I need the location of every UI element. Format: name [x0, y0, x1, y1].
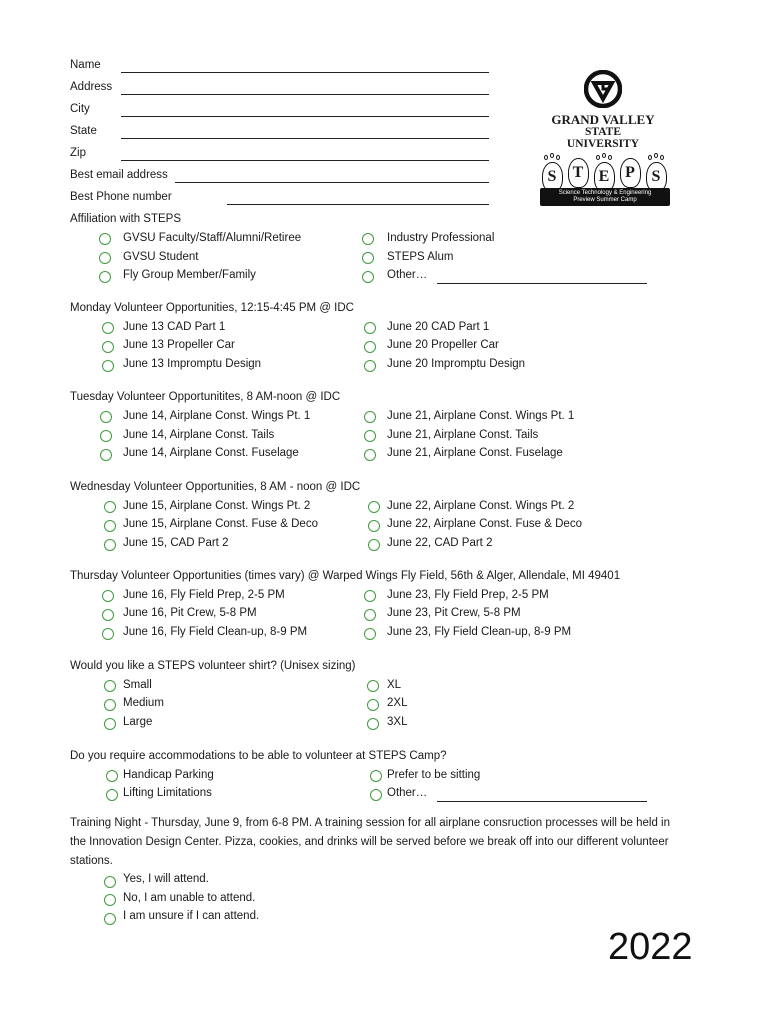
radio-circle-icon[interactable]: [102, 360, 114, 372]
option-label: June 15, CAD Part 2: [123, 537, 229, 549]
radio-circle-icon[interactable]: [370, 770, 382, 782]
steps-letter: P: [625, 164, 635, 181]
option-label: June 14, Airplane Const. Wings Pt. 1: [123, 410, 311, 422]
option-label: Large: [123, 716, 153, 728]
state-input-line[interactable]: [121, 138, 489, 139]
toe-icon: [544, 155, 548, 160]
toe-icon: [556, 155, 560, 160]
option-label: June 13 Impromptu Design: [123, 358, 262, 370]
wednesday-heading: Wednesday Volunteer Opportunities, 8 AM - noon @ IDC: [70, 481, 361, 493]
option-label: June 20 Propeller Car: [387, 339, 499, 351]
option-label: 3XL: [387, 716, 408, 728]
name-input-line[interactable]: [121, 72, 489, 73]
year-label: 2022: [608, 926, 693, 968]
steps-logo: [538, 152, 674, 214]
tuesday-heading: Tuesday Volunteer Opportunitites, 8 AM-noon @ IDC: [70, 391, 341, 403]
option-label: STEPS Alum: [387, 251, 454, 263]
option-label: XL: [387, 679, 402, 691]
accommodations-other-input-line[interactable]: [437, 801, 647, 802]
radio-circle-icon[interactable]: [362, 233, 374, 245]
option-label: June 14, Airplane Const. Fuselage: [123, 447, 299, 459]
radio-circle-icon[interactable]: [104, 539, 116, 551]
radio-circle-icon[interactable]: [102, 590, 114, 602]
option-label: June 22, CAD Part 2: [387, 537, 493, 549]
toe-icon: [654, 153, 658, 158]
option-label: June 16, Fly Field Clean-up, 8-9 PM: [123, 626, 308, 638]
option-label: June 23, Fly Field Prep, 2-5 PM: [387, 589, 549, 601]
toe-icon: [550, 153, 554, 158]
shirt-heading: Would you like a STEPS volunteer shirt? (Unisex sizing): [70, 660, 356, 672]
radio-circle-icon[interactable]: [368, 539, 380, 551]
toe-icon: [602, 153, 606, 158]
option-label: Medium: [123, 697, 164, 709]
radio-circle-icon[interactable]: [102, 628, 114, 640]
radio-circle-icon[interactable]: [362, 252, 374, 264]
gvsu-seal-icon: [584, 70, 622, 108]
field-label-email: Best email address: [70, 169, 168, 181]
radio-circle-icon[interactable]: [364, 449, 376, 461]
radio-circle-icon[interactable]: [362, 271, 374, 283]
field-label-phone: Best Phone number: [70, 191, 172, 203]
toe-icon: [608, 155, 612, 160]
steps-tagline-2: Preview Summer Camp: [573, 197, 637, 203]
radio-circle-icon[interactable]: [364, 609, 376, 621]
city-input-line[interactable]: [121, 116, 489, 117]
radio-circle-icon[interactable]: [368, 501, 380, 513]
option-label: June 21, Airplane Const. Wings Pt. 1: [387, 410, 575, 422]
radio-circle-icon[interactable]: [364, 411, 376, 423]
affiliation-other-input-line[interactable]: [437, 283, 647, 284]
option-label: No, I am unable to attend.: [123, 892, 256, 904]
radio-circle-icon[interactable]: [104, 699, 116, 711]
radio-circle-icon[interactable]: [106, 770, 118, 782]
option-label: June 13 Propeller Car: [123, 339, 235, 351]
option-label: I am unsure if I can attend.: [123, 910, 260, 922]
option-label: June 14, Airplane Const. Tails: [123, 429, 275, 441]
radio-circle-icon[interactable]: [104, 894, 116, 906]
option-label: Small: [123, 679, 152, 691]
toe-icon: [648, 155, 652, 160]
option-label: Yes, I will attend.: [123, 873, 209, 885]
toe-icon: [660, 155, 664, 160]
option-label: June 13 CAD Part 1: [123, 321, 226, 333]
radio-circle-icon[interactable]: [104, 501, 116, 513]
radio-circle-icon[interactable]: [99, 271, 111, 283]
radio-circle-icon[interactable]: [364, 590, 376, 602]
option-label: June 23, Pit Crew, 5-8 PM: [387, 607, 521, 619]
option-label: Handicap Parking: [123, 769, 214, 781]
option-label: Industry Professional: [387, 232, 495, 244]
radio-circle-icon[interactable]: [368, 520, 380, 532]
option-label: June 23, Fly Field Clean-up, 8-9 PM: [387, 626, 572, 638]
radio-circle-icon[interactable]: [102, 609, 114, 621]
option-label: June 16, Pit Crew, 5-8 PM: [123, 607, 257, 619]
option-label: June 16, Fly Field Prep, 2-5 PM: [123, 589, 285, 601]
accommodations-heading: Do you require accommodations to be able to volunteer at STEPS Camp?: [70, 750, 447, 762]
radio-circle-icon[interactable]: [104, 913, 116, 925]
zip-input-line[interactable]: [121, 160, 489, 161]
radio-circle-icon[interactable]: [100, 411, 112, 423]
option-label: Fly Group Member/Family: [123, 269, 256, 281]
radio-circle-icon[interactable]: [100, 449, 112, 461]
steps-tagline-1: Science Technology & Engineering: [558, 190, 652, 196]
radio-circle-icon[interactable]: [100, 430, 112, 442]
radio-circle-icon[interactable]: [102, 322, 114, 334]
gvsu-logo: [548, 70, 658, 150]
field-label-city: City: [70, 103, 90, 115]
radio-circle-icon[interactable]: [104, 680, 116, 692]
radio-circle-icon[interactable]: [367, 680, 379, 692]
field-label-zip: Zip: [70, 147, 86, 159]
radio-circle-icon[interactable]: [99, 233, 111, 245]
training-paragraph: Training Night - Thursday, June 9, from 6-8 PM. A training session for all airplane consruction processes will be held in the Innovation Design Center. Pizza, cookies, and drinks will be served before we break off into our different volunteer stations.: [70, 817, 670, 867]
field-label-name: Name: [70, 59, 101, 71]
field-label-address: Address: [70, 81, 113, 93]
radio-circle-icon[interactable]: [364, 341, 376, 353]
monday-heading: Monday Volunteer Opportunities, 12:15-4:45 PM @ IDC: [70, 302, 354, 314]
option-label: June 20 CAD Part 1: [387, 321, 490, 333]
phone-input-line[interactable]: [227, 204, 489, 205]
gvsu-name-line2: STATE UNIVERSITY: [566, 126, 640, 150]
radio-circle-icon[interactable]: [367, 718, 379, 730]
radio-circle-icon[interactable]: [364, 628, 376, 640]
steps-letter: S: [547, 168, 557, 185]
option-label: June 21, Airplane Const. Tails: [387, 429, 539, 441]
radio-circle-icon[interactable]: [104, 876, 116, 888]
gvsu-name-line1: GRAND VALLEY: [551, 112, 655, 127]
radio-circle-icon[interactable]: [364, 360, 376, 372]
steps-letter: T: [572, 164, 584, 181]
steps-foot-p: [620, 158, 641, 188]
option-label: 2XL: [387, 697, 408, 709]
option-label: Other…: [387, 787, 428, 799]
steps-letter: E: [598, 168, 610, 185]
email-input-line[interactable]: [175, 182, 489, 183]
radio-circle-icon[interactable]: [104, 520, 116, 532]
option-label: June 21, Airplane Const. Fuselage: [387, 447, 563, 459]
thursday-heading: Thursday Volunteer Opportunities (times vary) @ Warped Wings Fly Field, 56th & Alger, Allendale, MI 49401: [70, 570, 621, 582]
option-label: GVSU Faculty/Staff/Alumni/Retiree: [123, 232, 302, 244]
option-label: Lifting Limitations: [123, 787, 212, 799]
option-label: June 15, Airplane Const. Fuse & Deco: [123, 518, 318, 530]
option-label: GVSU Student: [123, 251, 199, 263]
option-label: June 22, Airplane Const. Wings Pt. 2: [387, 500, 575, 512]
radio-circle-icon[interactable]: [364, 430, 376, 442]
field-label-state: State: [70, 125, 97, 137]
steps-foot-t: [568, 158, 589, 188]
address-input-line[interactable]: [121, 94, 489, 95]
radio-circle-icon[interactable]: [370, 789, 382, 801]
radio-circle-icon[interactable]: [367, 699, 379, 711]
option-label: June 22, Airplane Const. Fuse & Deco: [387, 518, 582, 530]
radio-circle-icon[interactable]: [106, 789, 118, 801]
option-label: June 15, Airplane Const. Wings Pt. 2: [123, 500, 311, 512]
steps-letter: S: [651, 168, 661, 185]
affiliation-heading: Affiliation with STEPS: [70, 213, 182, 225]
steps-tagline-bar: [540, 188, 670, 206]
radio-circle-icon[interactable]: [99, 252, 111, 264]
toe-icon: [596, 155, 600, 160]
radio-circle-icon[interactable]: [364, 322, 376, 334]
option-label: Other…: [387, 269, 428, 281]
option-label: June 20 Impromptu Design: [387, 358, 526, 370]
option-label: Prefer to be sitting: [387, 769, 481, 781]
radio-circle-icon[interactable]: [104, 718, 116, 730]
radio-circle-icon[interactable]: [102, 341, 114, 353]
